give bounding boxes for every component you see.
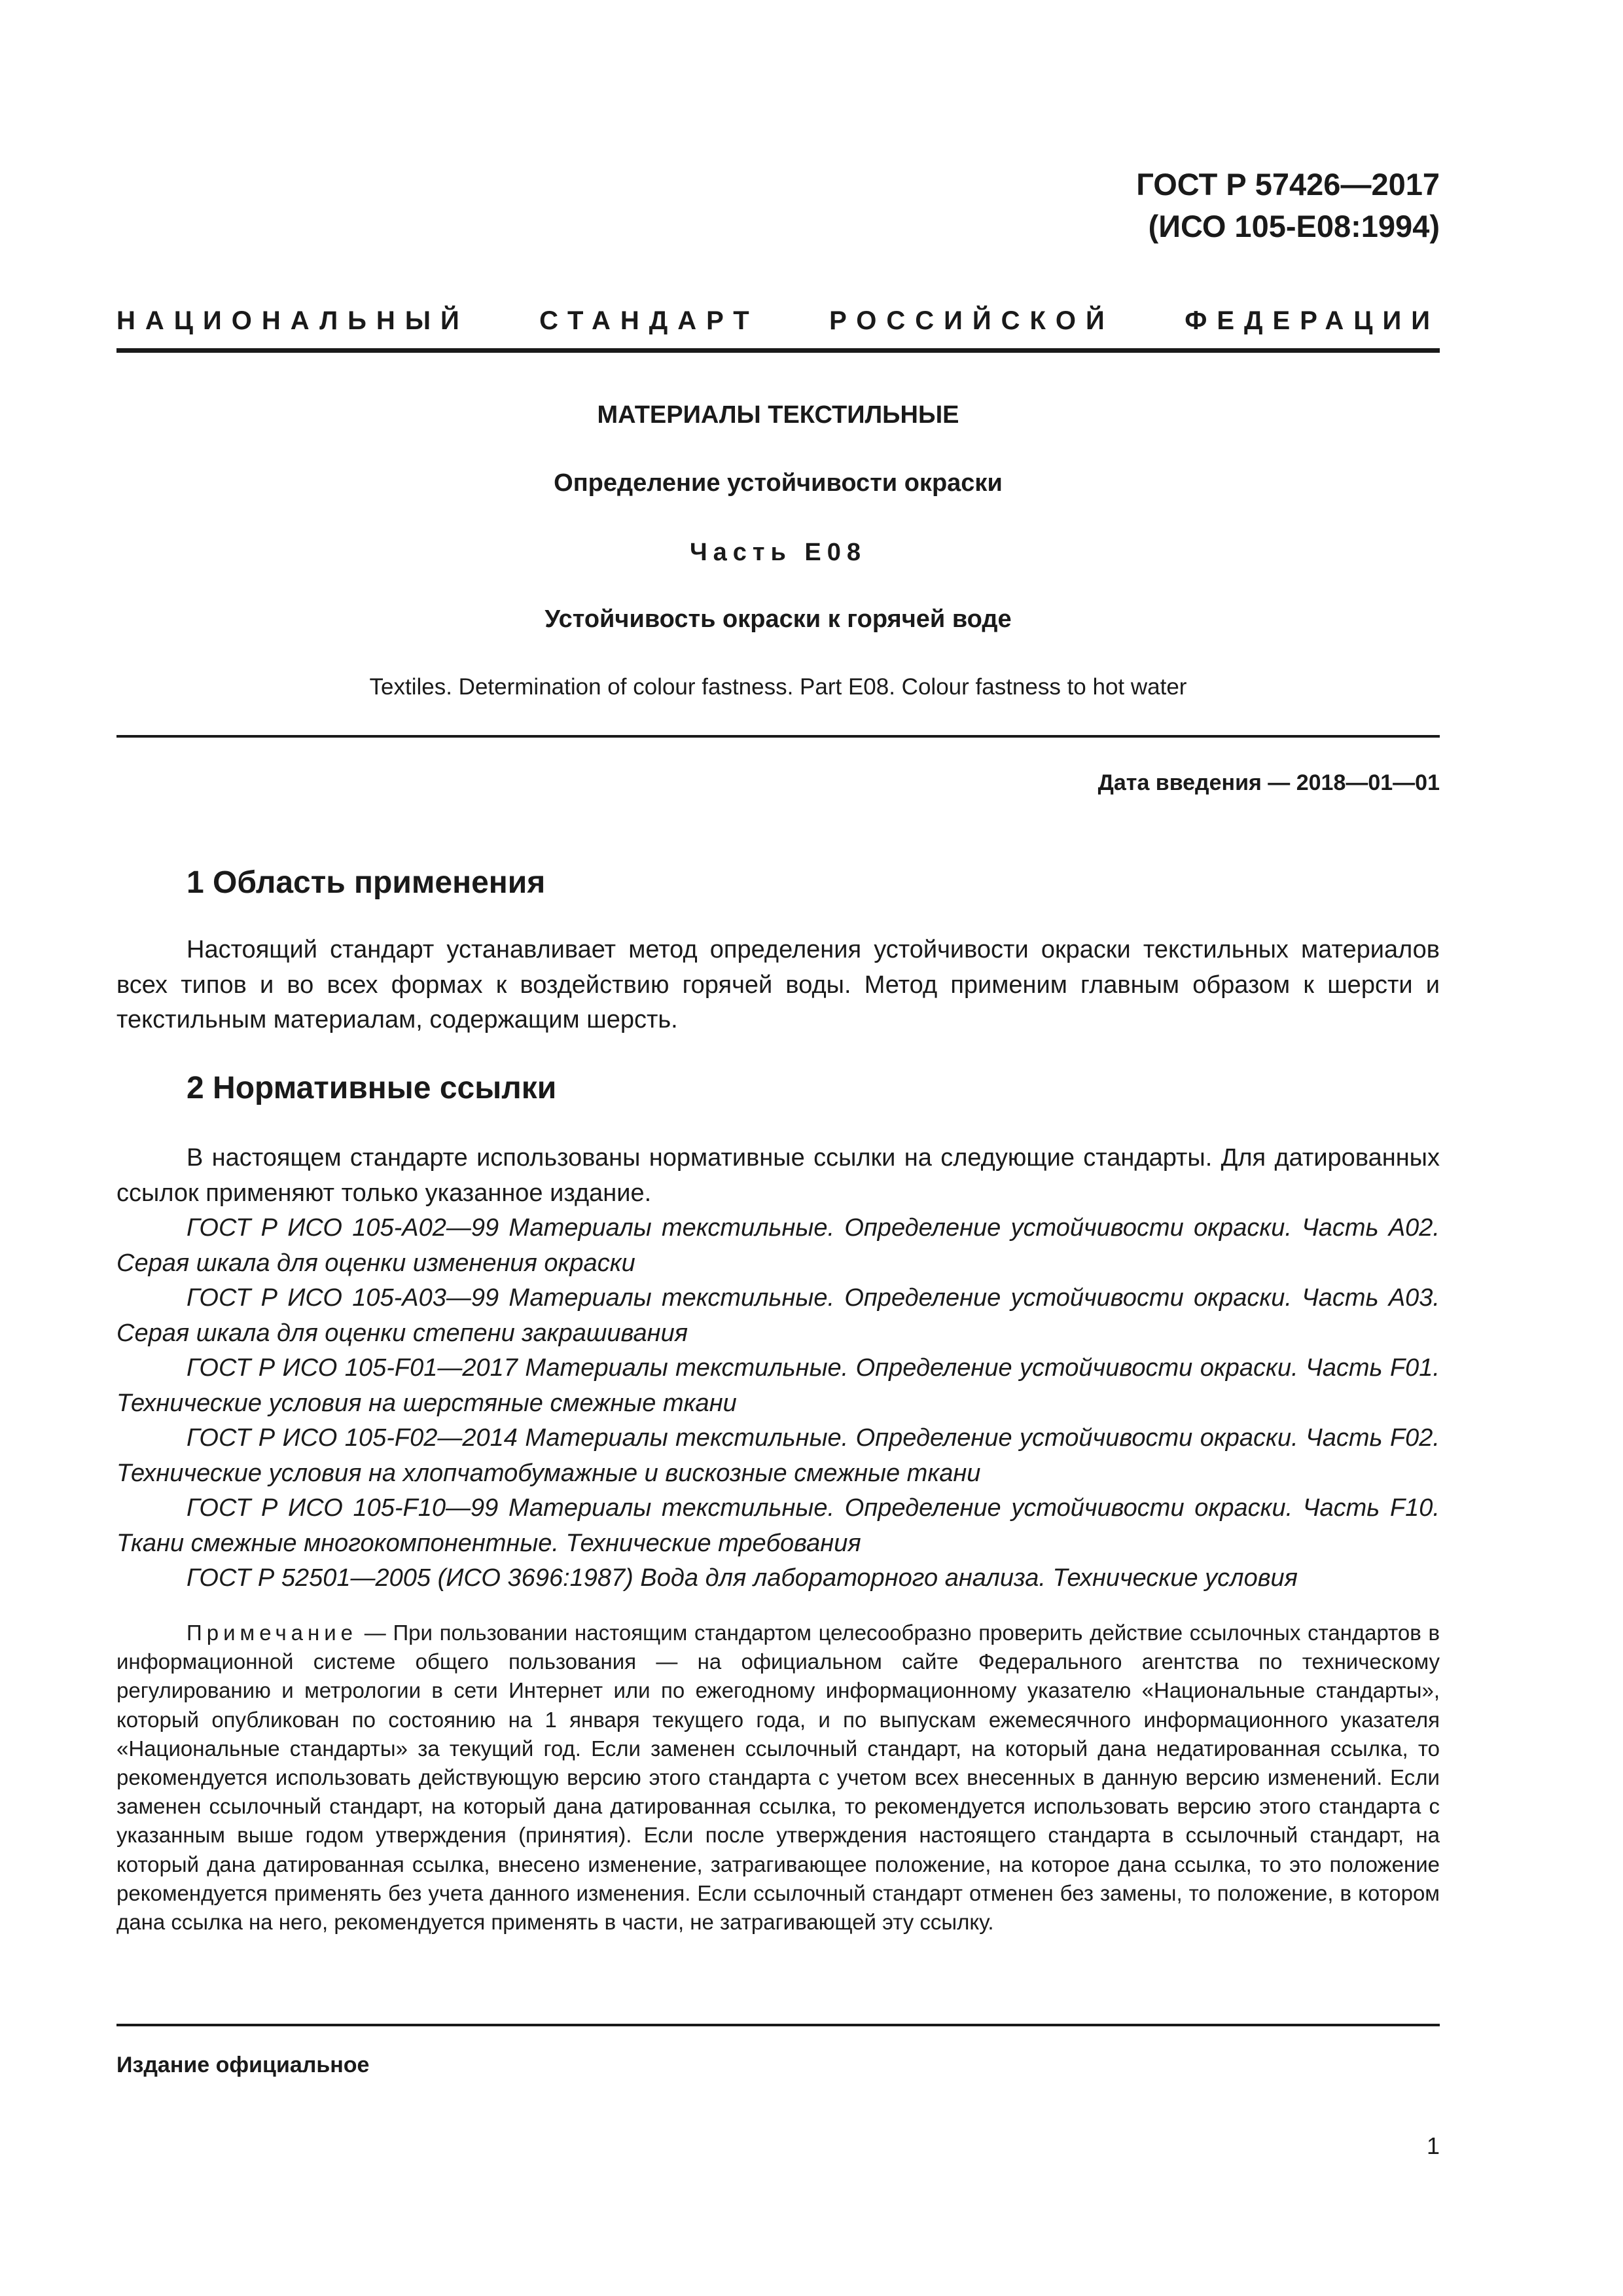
reference-item: ГОСТ Р ИСО 105-F01—2017 Материалы текстильные. Определение устойчивости окраски. Часть F01. Технические условия на шерстяные смежные ткани — [116, 1354, 1440, 1417]
section-heading-references: 2 Нормативные ссылки — [187, 1071, 557, 1105]
document-subtitle: Определение устойчивости окраски — [554, 469, 1003, 497]
references-intro — [116, 1141, 1440, 1211]
iso-code: (ИСО 105-Е08:1994) — [1148, 209, 1440, 243]
footer-divider — [116, 2024, 1440, 2026]
national-title-word: СТАНДАРТ — [539, 306, 759, 335]
document-title: МАТЕРИАЛЫ ТЕКСТИЛЬНЫЕ — [597, 401, 959, 429]
header-divider — [116, 348, 1440, 353]
english-title: Textiles. Determination of colour fastness. Part E08. Colour fastness to hot water — [369, 674, 1187, 700]
introduction-date: Дата введения — 2018—01—01 — [1097, 770, 1440, 795]
page-number: 1 — [1426, 2132, 1440, 2159]
note-label: Примечание — [187, 1621, 358, 1645]
references-list — [116, 1211, 1440, 1596]
scope-text: Настоящий стандарт устанавливает метод определения устойчивости окраски текстильных материалов всех типов и во всех формах к воздействию горячей воды. Метод применим главным образом к шерсти и текстильным материалам, содержащим шерсть. — [116, 936, 1440, 1033]
references-intro-text: В настоящем стандарте использованы нормативные ссылки на следующие стандарты. Для датированных ссылок применяют только указанное издание. — [116, 1144, 1440, 1207]
national-title-word: НАЦИОНАЛЬНЫЙ — [116, 306, 469, 335]
official-edition-label: Издание официальное — [116, 2053, 370, 2077]
national-title-word: РОССИЙСКОЙ — [829, 306, 1115, 335]
reference-item: ГОСТ Р ИСО 105-А02—99 Материалы текстильные. Определение устойчивости окраски. Часть А02. Серая шкала для оценки изменения окраски — [116, 1214, 1440, 1277]
gost-code: ГОСТ Р 57426—2017 — [1136, 167, 1440, 202]
reference-item: ГОСТ Р ИСО 105-А03—99 Материалы текстильные. Определение устойчивости окраски. Часть А03. Серая шкала для оценки степени закрашивания — [116, 1284, 1440, 1347]
scope-paragraph — [116, 933, 1440, 1038]
title-divider — [116, 735, 1440, 738]
national-standard-title — [116, 302, 1440, 339]
note-block — [116, 1619, 1440, 1937]
reference-item: ГОСТ Р 52501—2005 (ИСО 3696:1987) Вода для лабораторного анализа. Технические условия — [187, 1564, 1298, 1592]
part-title: Устойчивость окраски к горячей воде — [544, 605, 1012, 633]
document-part: Часть Е08 — [689, 539, 867, 566]
section-heading-scope: 1 Область применения — [187, 865, 546, 900]
standard-designation — [1136, 164, 1440, 247]
note-text: — При пользовании настоящим стандартом целесообразно проверить действие ссылочных стандартов в информационной системе общего пользования — на официальном сайте Федерального агентства по техническому регулированию и метрологии в сети Интернет или по ежегодному информационному указателю «Национальные стандарты», который опубликован по состоянию на 1 января текущего года, и по выпускам ежемесячного информационного указателя «Национальные стандарты» за текущий год. Если заменен ссылочный стандарт, на который дана недатированная ссылка, то рекомендуется использовать действующую версию этого стандарта с учетом всех внесенных в данную версию изменений. Если заменен ссылочный стандарт, на который дана датированная ссылка, то рекомендуется использовать версию этого стандарта с указанным выше годом утверждения (принятия). Если после утверждения настоящего стандарта в ссылочный стандарт, на который дана датированная ссылка, внесено изменение, затрагивающее положение, на которое дана ссылка, то это положение рекомендуется применять без учета данного изменения. Если ссылочный стандарт отменен без замены, то положение, в котором дана ссылка на него, рекомендуется применять в части, не затрагивающей эту ссылку. — [116, 1621, 1440, 1935]
document-page — [116, 0, 1440, 2296]
national-title-word: ФЕДЕРАЦИИ — [1185, 306, 1440, 335]
note-paragraph — [116, 1619, 1440, 1937]
reference-item: ГОСТ Р ИСО 105-F10—99 Материалы текстильные. Определение устойчивости окраски. Часть F10. Ткани смежные многокомпонентные. Технические требования — [116, 1494, 1440, 1557]
reference-item: ГОСТ Р ИСО 105-F02—2014 Материалы текстильные. Определение устойчивости окраски. Часть F02. Технические условия на хлопчатобумажные и вискозные смежные ткани — [116, 1424, 1440, 1487]
